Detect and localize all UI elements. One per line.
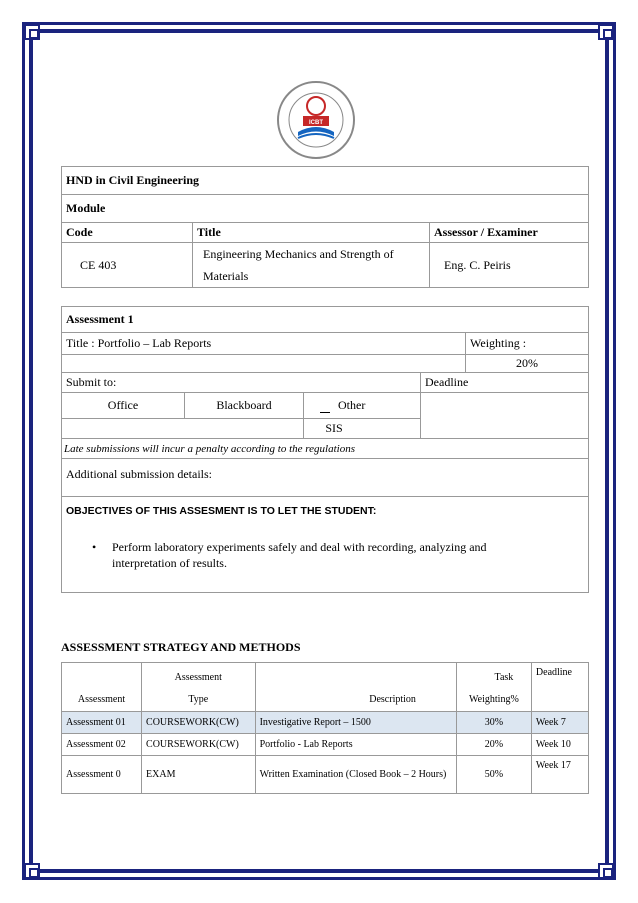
option-office: Office <box>62 393 185 419</box>
deadline-value-cell <box>421 393 589 439</box>
title-label: Title <box>193 223 430 243</box>
row-assessment: Assessment 0 <box>62 756 142 794</box>
col-assessment-type <box>142 663 256 712</box>
program-name: HND in Civil Engineering <box>62 167 589 195</box>
objective-item <box>92 539 584 571</box>
assessment-name: Assessment 1 <box>62 307 589 333</box>
late-submission-note: Late submissions will incur a penalty according to the regulations <box>62 439 589 459</box>
assessor-name: Eng. C. Peiris <box>430 243 589 288</box>
objective-text: Perform laboratory experiments safely and deal with recording, analyzing and interpretation of results. <box>112 540 487 570</box>
svg-text:ICBT: ICBT <box>309 120 323 126</box>
code-label: Code <box>62 223 193 243</box>
row-deadline: Week 7 <box>531 712 588 734</box>
objectives-heading: OBJECTIVES OF THIS ASSESMENT IS TO LET THE STUDENT: <box>66 505 377 517</box>
col-assessment: Assessment <box>62 663 142 712</box>
row-description: Portfolio - Lab Reports <box>255 734 456 756</box>
college-seal-logo <box>276 80 356 160</box>
row-type: EXAM <box>142 756 256 794</box>
weighting-value: 20% <box>466 355 589 373</box>
row-deadline: Week 10 <box>531 734 588 756</box>
corner-ornament <box>598 24 614 40</box>
blank-cell <box>62 419 304 439</box>
module-info-table <box>61 166 589 288</box>
col-type-line-2: Type <box>188 694 209 705</box>
col-task-line-2: Weighting% <box>469 694 519 705</box>
col-deadline: Deadline <box>531 663 588 712</box>
row-weighting: 50% <box>456 756 531 794</box>
table-row <box>62 712 589 734</box>
module-label: Module <box>62 195 589 223</box>
row-deadline: Week 17 <box>531 756 588 794</box>
bullet-icon: • <box>92 540 97 554</box>
row-type: COURSEWORK(CW) <box>142 712 256 734</box>
row-assessment: Assessment 02 <box>62 734 142 756</box>
strategy-table <box>61 662 589 794</box>
spacer-cell <box>62 355 466 373</box>
table-row <box>62 756 589 794</box>
option-other-label: Other <box>338 398 366 412</box>
deadline-label: Deadline <box>421 373 589 393</box>
module-title-line-1: Engineering Mechanics and Strength of <box>203 247 394 261</box>
option-other <box>304 393 421 419</box>
row-weighting: 30% <box>456 712 531 734</box>
weighting-label: Weighting : <box>466 333 589 355</box>
row-weighting: 20% <box>456 734 531 756</box>
corner-ornament <box>24 24 40 40</box>
corner-ornament <box>24 863 40 879</box>
objectives-cell <box>62 497 589 593</box>
assessor-label: Assessor / Examiner <box>430 223 589 243</box>
table-row <box>62 734 589 756</box>
checkbox-line-icon <box>320 412 330 413</box>
row-assessment: Assessment 01 <box>62 712 142 734</box>
module-title-line-2: Materials <box>203 269 249 283</box>
submit-to-label: Submit to: <box>62 373 421 393</box>
row-description: Written Examination (Closed Book – 2 Hours) <box>255 756 456 794</box>
row-description: Investigative Report – 1500 <box>255 712 456 734</box>
col-type-line-1: Assessment <box>174 672 222 683</box>
assessment-title: Title : Portfolio – Lab Reports <box>62 333 466 355</box>
option-blackboard: Blackboard <box>185 393 304 419</box>
additional-details-label: Additional submission details: <box>62 459 589 497</box>
col-description: Description <box>255 663 456 712</box>
strategy-heading: ASSESSMENT STRATEGY AND METHODS <box>61 640 301 654</box>
module-title <box>193 243 430 288</box>
col-task-line-1: Task <box>494 672 514 683</box>
assessment-details-table <box>61 306 589 593</box>
option-sis: SIS <box>304 419 421 439</box>
corner-ornament <box>598 863 614 879</box>
module-code: CE 403 <box>62 243 193 288</box>
row-type: COURSEWORK(CW) <box>142 734 256 756</box>
col-task-weighting <box>456 663 531 712</box>
